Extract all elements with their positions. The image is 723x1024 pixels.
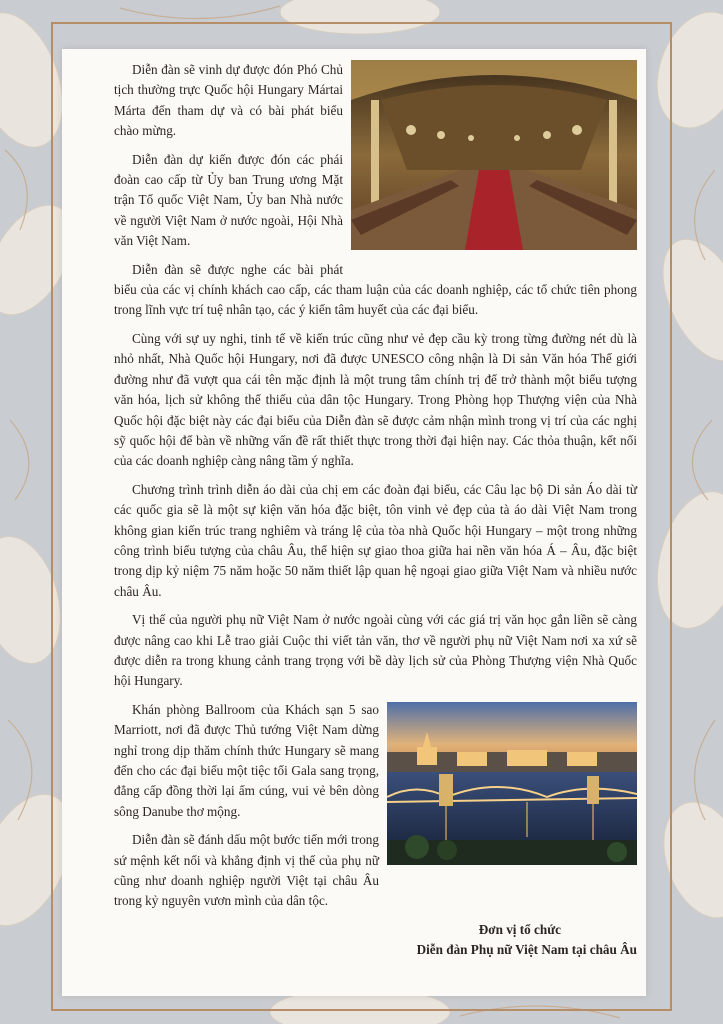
paragraph: Khán phòng Ballroom của Khách sạn 5 sao Marriott, nơi đã được Thủ tướng Việt Nam dừng nghỉ trong dịp thăm chính thức Hungary sẽ mang đến cho các đại biểu một tiệc tối Gala sang trọng, đẳng cấp đồng thời lại ấm cúng, vui vẻ bên dòng sông Danube thơ mộng. (114, 701, 379, 819)
paragraph: Diễn đàn sẽ được nghe các bài phát biểu của các vị chính khách cao cấp, các tham luận của các doanh nghiệp, các tổ chức tiên phong trong lĩnh vực trí tuệ nhân tạo, các ý kiến tâm huyết của các đại biểu. (114, 261, 637, 318)
paragraph: Cùng với sự uy nghi, tinh tế về kiến trúc cũng như vẻ đẹp cầu kỳ trong từng đường nét dù là nhỏ nhất, Nhà Quốc hội Hungary, nơi đã được UNESCO công nhận là Di sản Văn hóa Thế giới đường như đã vượt qua cái tên mặc định là một trung tâm chính trị để trở thành một biểu tượng văn hóa, lịch sử không thể thiếu của dân tộc Hungary. Trong Phòng họp Thượng viện của Nhà Quốc hội đặc biệt này các đại biểu của Diễn đàn sẽ được cảm nhận mình trong vị trí của các nghị sỹ quốc hội để bàn về những vấn đề rất thiết thực trong thời đại hiện nay. Các thỏa thuận, kết nối của các doanh nghiệp càng nâng tầm ý nghĩa. (114, 330, 637, 469)
organizer-label: Đơn vị tổ chức (478, 921, 561, 937)
paragraph: Diễn đàn sẽ vinh dự được đón Phó Chủ tịch thường trực Quốc hội Hungary Mártai Márta đến tham dự và có bài phát biểu chào mừng. (114, 62, 343, 139)
paragraph: Diễn đàn sẽ đánh dấu một bước tiến mới trong sứ mệnh kết nối và khẳng định vị thế của phụ nữ cũng như doanh nghiệp người Việt tại châu Âu trong kỷ nguyên vươn mình của dân tộc. (114, 832, 379, 909)
article-body (114, 60, 637, 960)
paragraph: Chương trình trình diễn áo dài của chị em các đoàn đại biểu, các Câu lạc bộ Di sản Áo dài từ các quốc gia sẽ là một sự kiện văn hóa đặc biệt, tôn vinh vẻ đẹp của tà áo dài Việt Nam trong không gian kiến trúc trang nghiêm và tráng lệ của tòa nhà Quốc hội Hungary – một trong những công trình biểu tượng của châu Âu, thể hiện sự giao thoa giữa hai nền văn hóa Á – Âu, đặc biệt trong dịp kỷ niệm 75 năm hoặc 50 năm thiết lập quan hệ ngoại giao giữa Việt Nam và nhiều nước châu Âu. (114, 481, 637, 599)
parliament-hall-photo (351, 60, 637, 256)
signature-block (114, 920, 637, 960)
organizer-name: Diễn đàn Phụ nữ Việt Nam tại châu Âu (416, 941, 637, 957)
budapest-bridge-photo (387, 700, 637, 871)
paragraph: Diễn đàn dự kiến được đón các phái đoàn cao cấp từ Ủy ban Trung ương Mặt trận Tổ quốc Việt Nam, Ủy ban Nhà nước về người Việt Nam ở nước ngoài, Hội Nhà văn Việt Nam. (114, 151, 343, 249)
paragraph: Vị thế của người phụ nữ Việt Nam ở nước ngoài cùng với các giá trị văn học gắn liền sẽ càng được nâng cao khi Lễ trao giải Cuộc thi viết tản văn, thơ về người phụ nữ Việt Nam nơi xa xứ sẽ được diễn ra trong khung cảnh trang trọng với bề dày lịch sử của Phòng Thượng viện Nhà Quốc hội Hungary. (114, 612, 637, 689)
